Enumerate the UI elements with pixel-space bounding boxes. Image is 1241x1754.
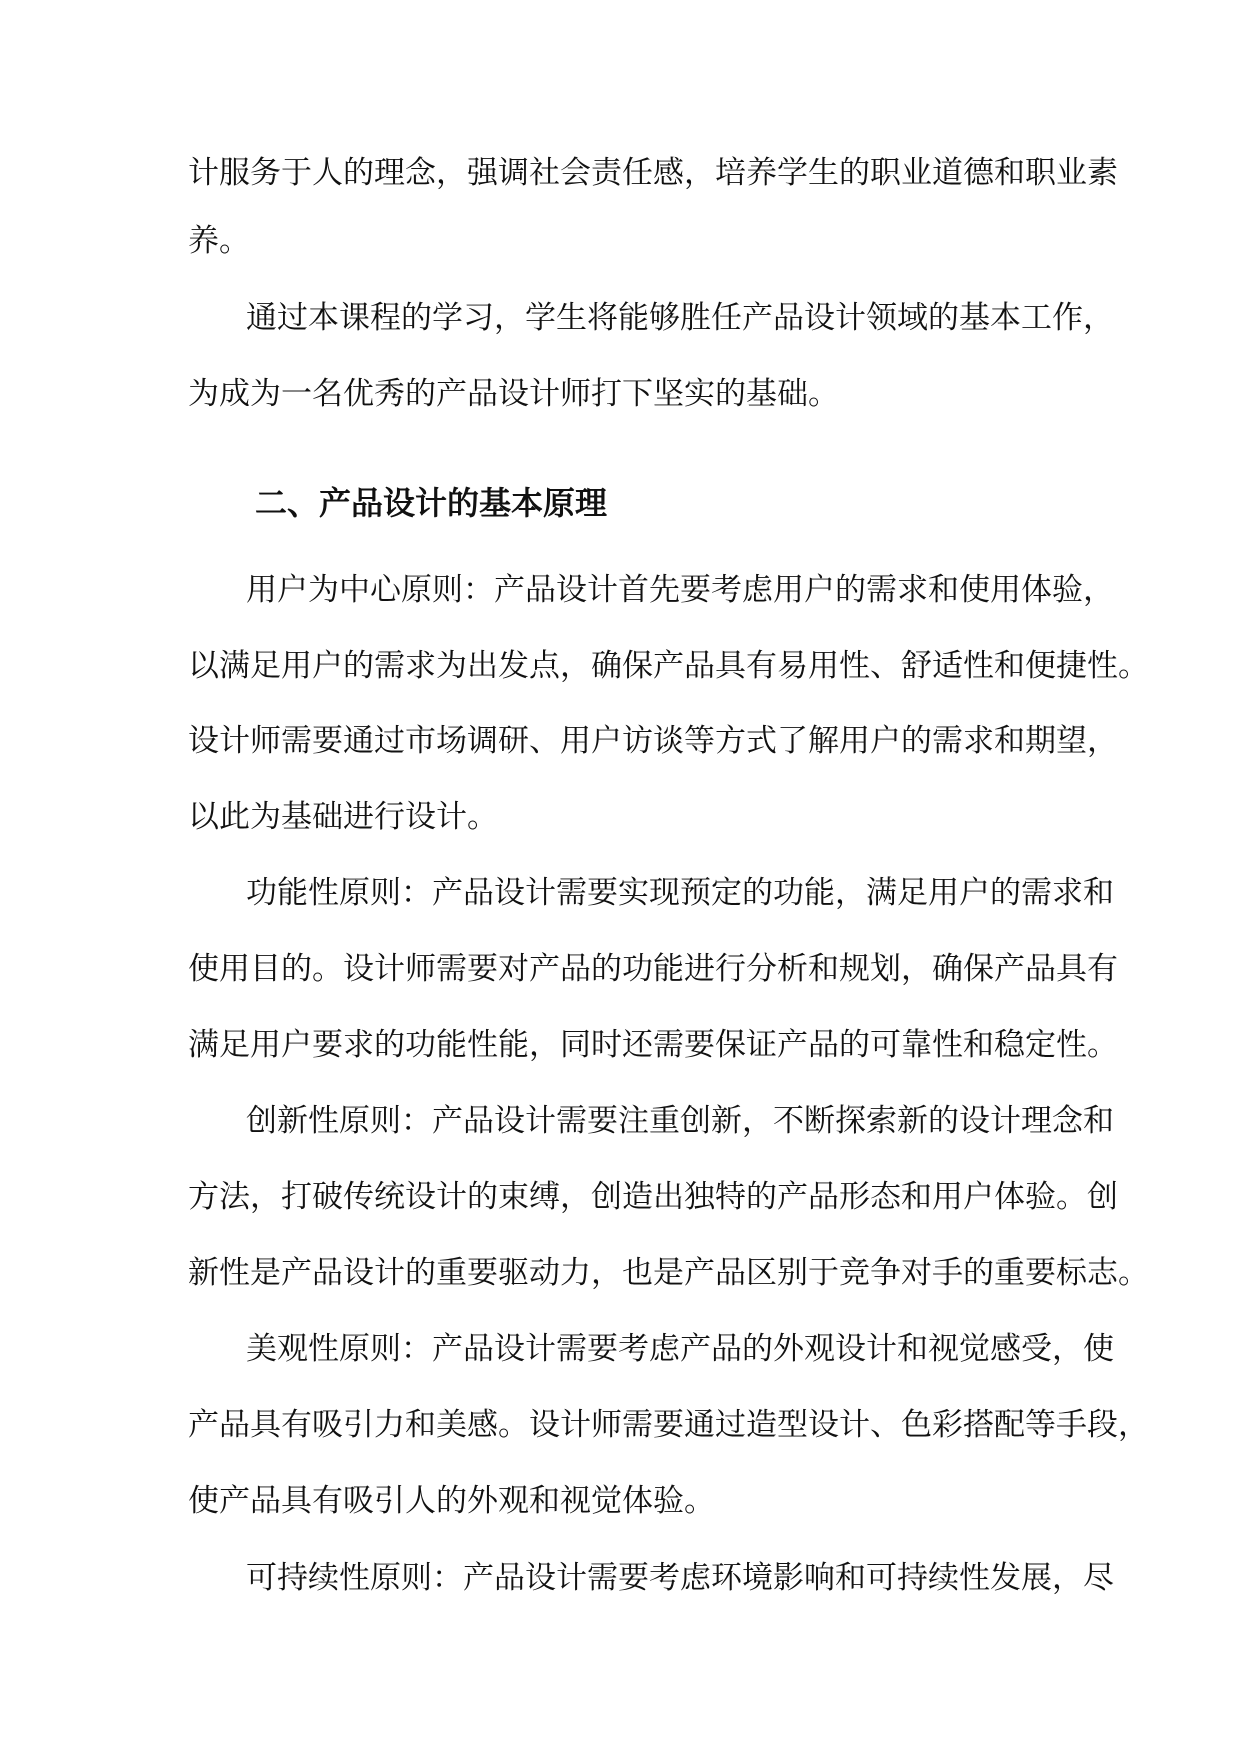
section-heading: 二、产品设计的基本原理: [255, 484, 608, 522]
paragraph-line: 产品具有吸引力和美感。设计师需要通过造型设计、色彩搭配等手段，: [188, 1407, 1149, 1443]
paragraph-line: 养。: [188, 223, 250, 259]
paragraph-line: 用户为中心原则：产品设计首先要考虑用户的需求和使用体验，: [246, 572, 1114, 608]
paragraph-line: 新性是产品设计的重要驱动力，也是产品区别于竞争对手的重要标志。: [188, 1255, 1149, 1291]
paragraph-line: 通过本课程的学习，学生将能够胜任产品设计领域的基本工作，: [246, 300, 1114, 336]
paragraph-line: 为成为一名优秀的产品设计师打下坚实的基础。: [188, 376, 839, 412]
paragraph-line: 计服务于人的理念，强调社会责任感，培养学生的职业道德和职业素: [188, 155, 1118, 191]
paragraph-line: 满足用户要求的功能性能，同时还需要保证产品的可靠性和稳定性。: [188, 1027, 1118, 1063]
paragraph-line: 以满足用户的需求为出发点，确保产品具有易用性、舒适性和便捷性。: [188, 648, 1149, 684]
paragraph-line: 使用目的。设计师需要对产品的功能进行分析和规划，确保产品具有: [188, 951, 1118, 987]
paragraph-line: 以此为基础进行设计。: [188, 799, 498, 835]
paragraph-line: 设计师需要通过市场调研、用户访谈等方式了解用户的需求和期望，: [188, 723, 1118, 759]
paragraph-line: 美观性原则：产品设计需要考虑产品的外观设计和视觉感受，使: [246, 1331, 1114, 1367]
paragraph-line: 可持续性原则：产品设计需要考虑环境影响和可持续性发展，尽: [246, 1560, 1114, 1596]
paragraph-line: 使产品具有吸引人的外观和视觉体验。: [188, 1483, 715, 1519]
paragraph-line: 功能性原则：产品设计需要实现预定的功能，满足用户的需求和: [246, 875, 1114, 911]
paragraph-line: 创新性原则：产品设计需要注重创新，不断探索新的设计理念和: [246, 1103, 1114, 1139]
paragraph-line: 方法，打破传统设计的束缚，创造出独特的产品形态和用户体验。创: [188, 1179, 1118, 1215]
